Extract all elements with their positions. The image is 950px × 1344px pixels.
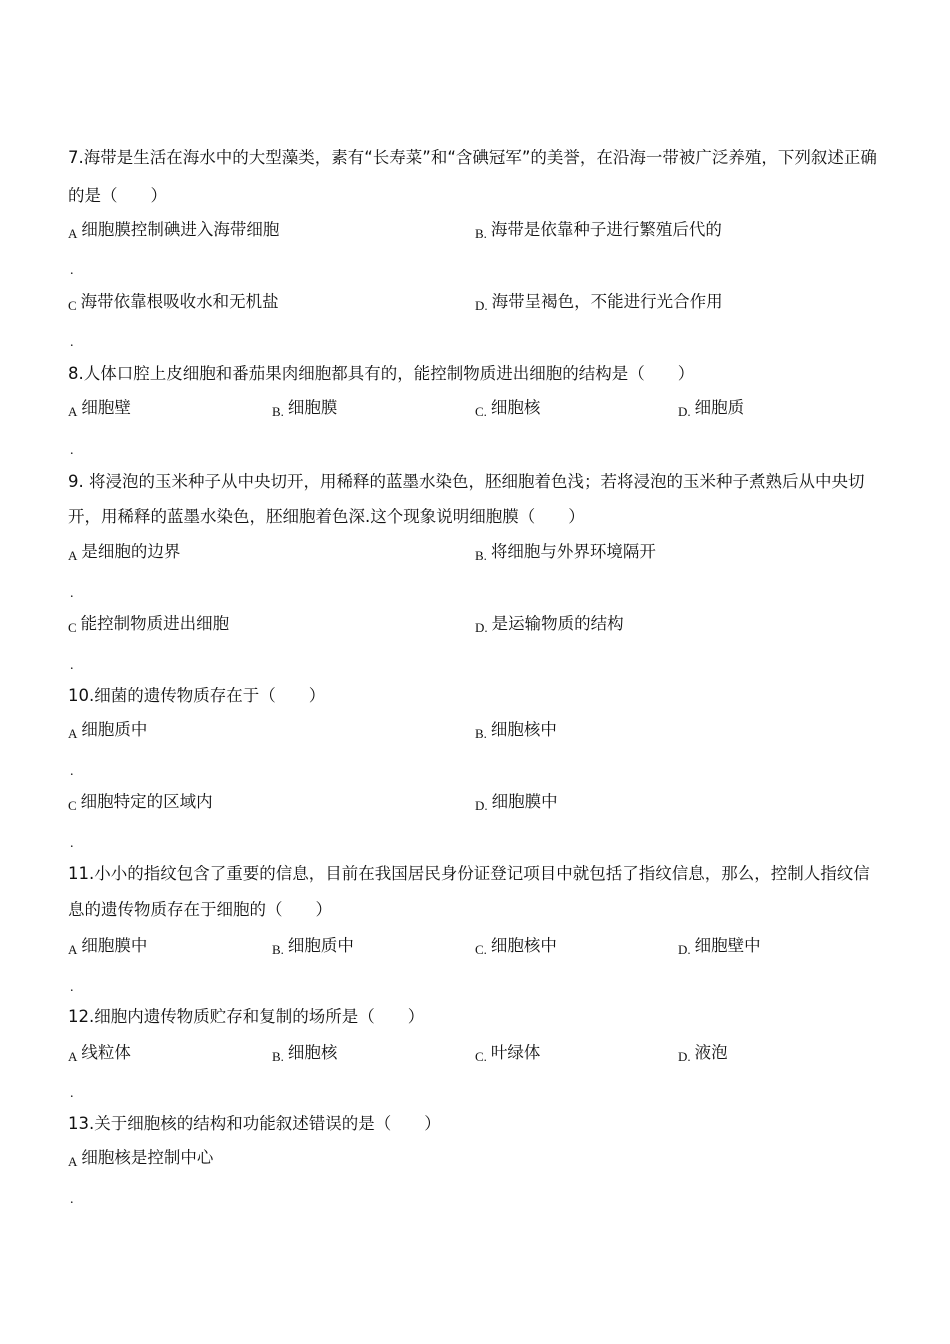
option-letter: A [68, 226, 78, 241]
option-letter: B. [272, 404, 284, 419]
question-12-option-b[interactable] [272, 1042, 337, 1068]
option-letter: C [68, 798, 77, 813]
separator-dot: . [70, 263, 74, 278]
question-13-option-a[interactable] [68, 1147, 213, 1173]
separator-dot: . [70, 836, 74, 851]
option-letter: A [68, 404, 78, 419]
separator-dot: . [70, 1192, 74, 1207]
question-7-line-2: 的是（ ） [68, 186, 167, 205]
option-text: 细胞核中 [490, 720, 557, 739]
option-letter: D. [678, 1049, 691, 1064]
question-8-option-c[interactable] [475, 397, 540, 423]
option-text: 细胞质中 [81, 720, 148, 739]
option-letter: D. [475, 798, 488, 813]
question-7-option-d[interactable] [475, 291, 723, 317]
question-9-line-1: 9. 将浸泡的玉米种子从中央切开，用稀释的蓝墨水染色，胚细胞着色浅；若将浸泡的玉米种子煮熟后从中央切 [68, 472, 865, 491]
option-text: 海带依靠根吸收水和无机盐 [80, 292, 279, 311]
question-10-option-d[interactable] [475, 791, 558, 817]
option-letter: B. [475, 226, 487, 241]
question-10-option-b[interactable] [475, 719, 557, 745]
separator-dot: . [70, 658, 74, 673]
option-letter: A [68, 1049, 78, 1064]
separator-dot: . [70, 335, 74, 350]
question-10-option-c[interactable] [68, 791, 213, 817]
question-7-line-1: 7.海带是生活在海水中的大型藻类，素有“长寿菜”和“含碘冠军”的美誉，在沿海一带被广泛养殖，下列叙述正确 [68, 148, 877, 167]
question-11-option-a[interactable] [68, 935, 147, 961]
option-text: 细胞膜控制碘进入海带细胞 [81, 220, 280, 239]
question-9-option-d[interactable] [475, 613, 624, 639]
question-9-line-2: 开，用稀释的蓝墨水染色，胚细胞着色深.这个现象说明细胞膜（ ） [68, 507, 585, 526]
option-letter: A [68, 548, 78, 563]
question-7-option-b[interactable] [475, 219, 722, 245]
option-text: 细胞壁 [81, 398, 131, 417]
option-letter: C. [475, 942, 487, 957]
option-text: 细胞膜中 [81, 936, 148, 955]
option-text: 细胞质 [694, 398, 745, 417]
option-letter: B. [475, 726, 487, 741]
option-text: 将细胞与外界环境隔开 [490, 542, 656, 561]
option-text: 细胞膜中 [491, 792, 558, 811]
question-7-option-a[interactable] [68, 219, 279, 245]
question-8-option-d[interactable] [678, 397, 744, 423]
question-11-line-2: 息的遗传物质存在于细胞的（ ） [68, 900, 332, 919]
option-text: 细胞壁中 [694, 936, 761, 955]
separator-dot: . [70, 1086, 74, 1101]
question-11-option-c[interactable] [475, 935, 557, 961]
question-11-option-b[interactable] [272, 935, 354, 961]
question-8-option-a[interactable] [68, 397, 131, 423]
question-7-option-c[interactable] [68, 291, 279, 317]
separator-dot: . [70, 980, 74, 995]
option-text: 能控制物质进出细胞 [80, 614, 230, 633]
option-letter: C [68, 298, 77, 313]
option-letter: C. [475, 1049, 487, 1064]
option-text: 细胞核 [490, 398, 541, 417]
separator-dot: . [70, 586, 74, 601]
question-9-option-b[interactable] [475, 541, 656, 567]
question-10-option-a[interactable] [68, 719, 147, 745]
option-text: 细胞核是控制中心 [81, 1148, 214, 1167]
option-letter: A [68, 1154, 78, 1169]
option-letter: B. [272, 1049, 284, 1064]
question-9-option-a[interactable] [68, 541, 180, 567]
option-letter: B. [475, 548, 487, 563]
question-11-option-d[interactable] [678, 935, 761, 961]
question-12-option-c[interactable] [475, 1042, 540, 1068]
separator-dot: . [70, 764, 74, 779]
option-text: 液泡 [694, 1043, 728, 1062]
question-12-option-d[interactable] [678, 1042, 728, 1068]
option-letter: D. [475, 620, 488, 635]
question-9-option-c[interactable] [68, 613, 229, 639]
option-text: 叶绿体 [490, 1043, 541, 1062]
option-letter: D. [475, 298, 488, 313]
option-text: 细胞质中 [287, 936, 354, 955]
question-8-option-b[interactable] [272, 397, 337, 423]
option-letter: C [68, 620, 77, 635]
question-8-line-1: 8.人体口腔上皮细胞和番茄果肉细胞都具有的，能控制物质进出细胞的结构是（ ） [68, 364, 695, 383]
separator-dot: . [70, 443, 74, 458]
option-text: 线粒体 [81, 1043, 131, 1062]
option-letter: D. [678, 942, 691, 957]
question-12-option-a[interactable] [68, 1042, 131, 1068]
question-13-line-1: 13.关于细胞核的结构和功能叙述错误的是（ ） [68, 1114, 441, 1133]
option-letter: C. [475, 404, 487, 419]
option-letter: D. [678, 404, 691, 419]
question-12-line-1: 12.细胞内遗传物质贮存和复制的场所是（ ） [68, 1007, 425, 1026]
option-letter: A [68, 726, 78, 741]
option-letter: B. [272, 942, 284, 957]
option-text: 是细胞的边界 [81, 542, 181, 561]
option-letter: A [68, 942, 78, 957]
option-text: 细胞核 [287, 1043, 338, 1062]
question-11-line-1: 11.小小的指纹包含了重要的信息，目前在我国居民身份证登记项目中就包括了指纹信息，那么，控制人指纹信 [68, 864, 870, 883]
option-text: 细胞核中 [490, 936, 557, 955]
option-text: 细胞膜 [287, 398, 338, 417]
option-text: 海带呈褐色，不能进行光合作用 [491, 292, 723, 311]
option-text: 细胞特定的区域内 [80, 792, 213, 811]
option-text: 海带是依靠种子进行繁殖后代的 [490, 220, 722, 239]
option-text: 是运输物质的结构 [491, 614, 624, 633]
question-10-line-1: 10.细菌的遗传物质存在于（ ） [68, 686, 326, 705]
